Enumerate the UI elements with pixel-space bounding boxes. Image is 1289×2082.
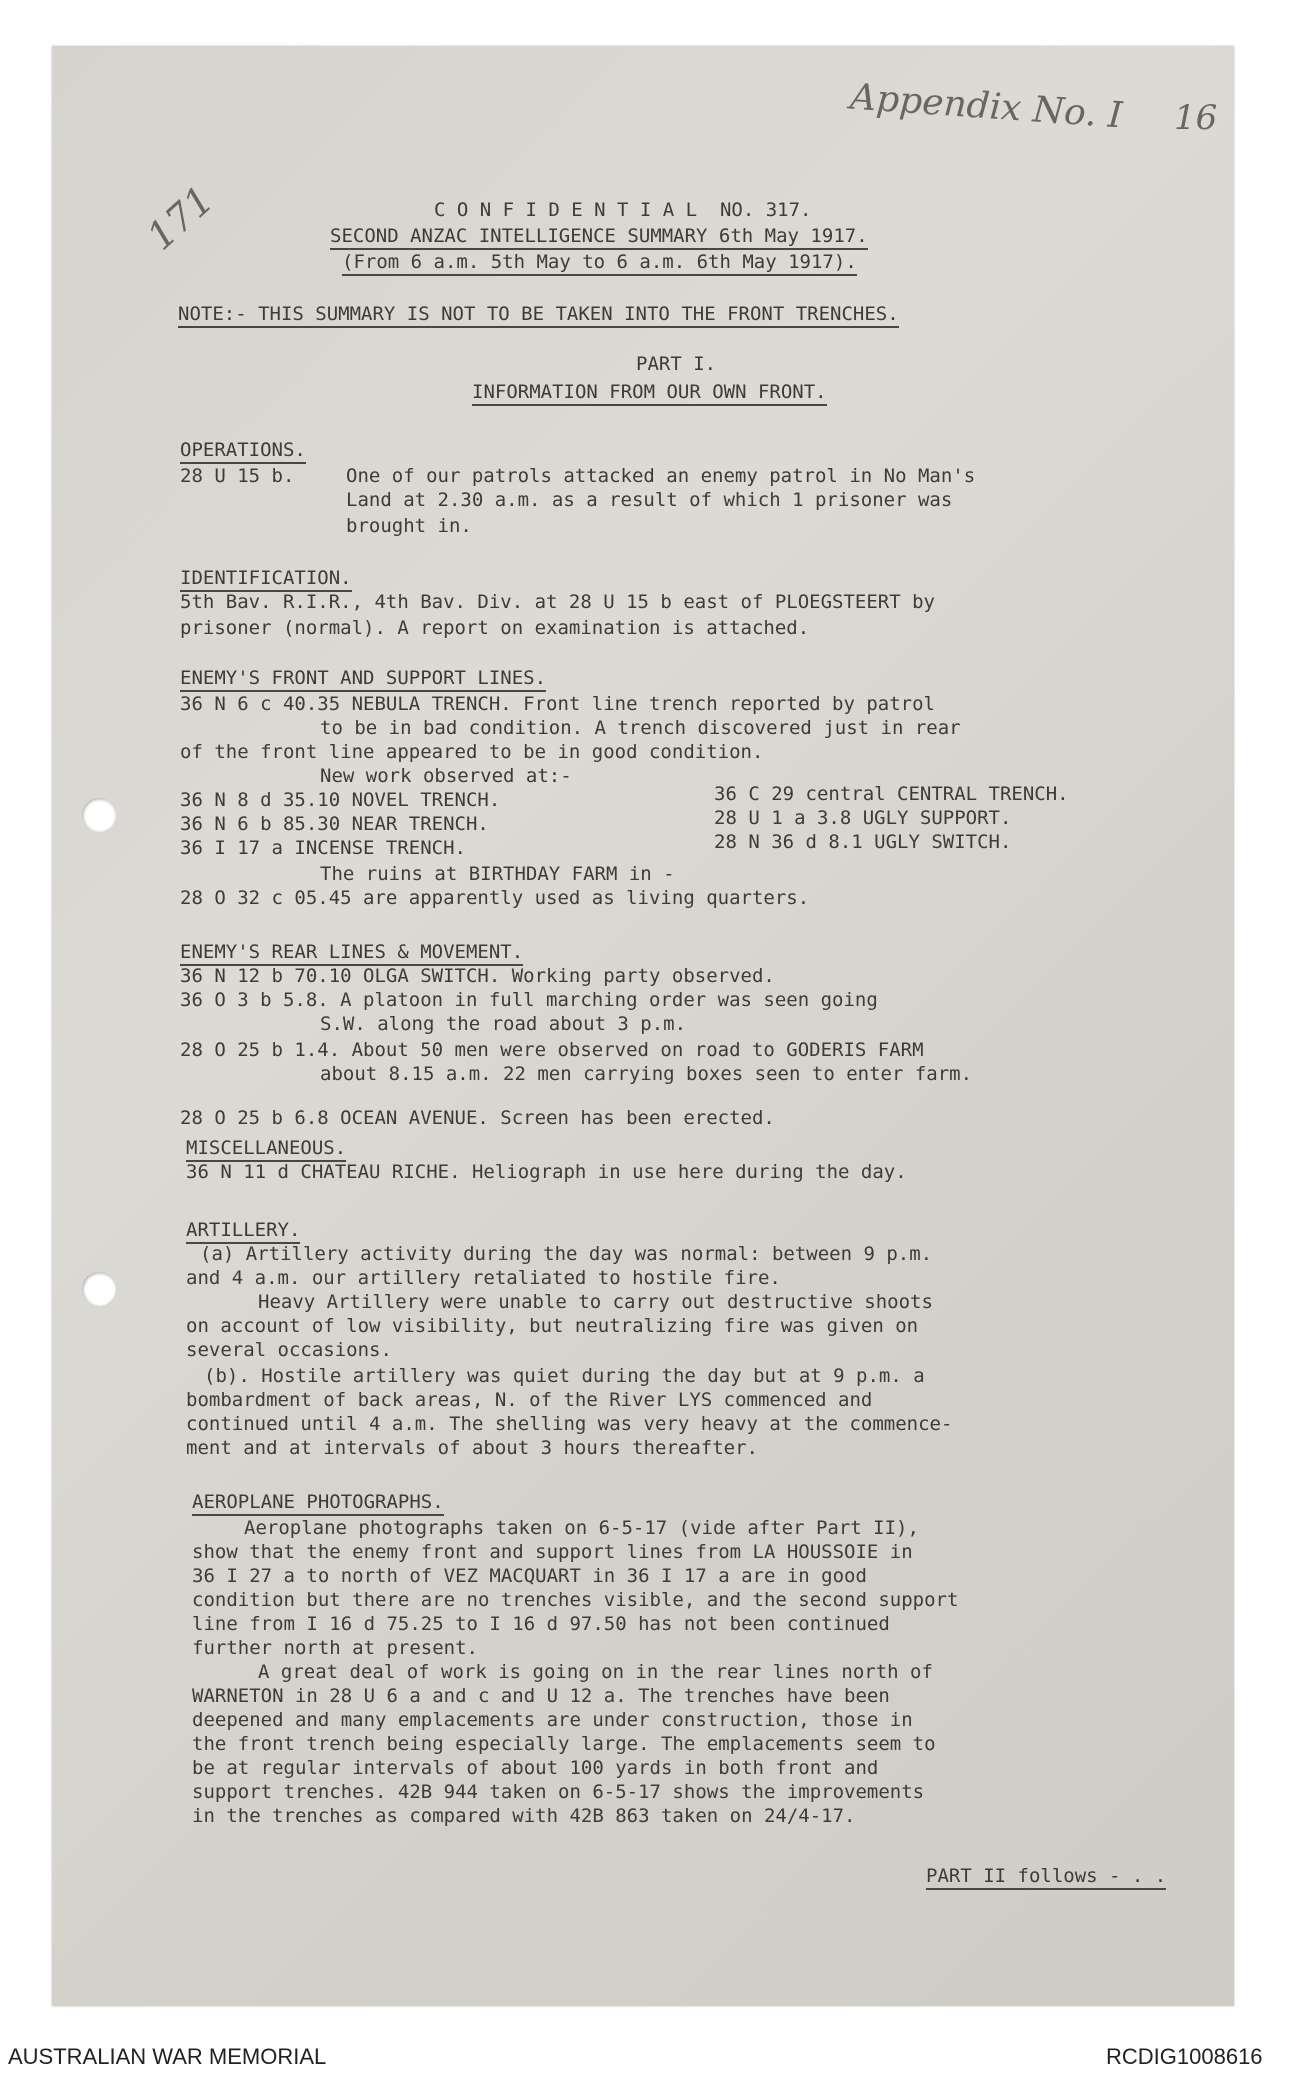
aeroplane-line: in the trenches as compared with 42B 863 taken on 24/4-17. <box>192 1805 856 1827</box>
front-lines-item: 36 N 6 b 85.30 NEAR TRENCH. <box>180 813 489 835</box>
front-lines-item: 28 N 36 d 8.1 UGLY SWITCH. <box>714 831 1012 853</box>
punch-hole <box>82 798 116 832</box>
front-lines-item: 28 U 1 a 3.8 UGLY SUPPORT. <box>714 807 1012 829</box>
identification-line: prisoner (normal). A report on examination is attached. <box>180 617 810 639</box>
operations-heading: OPERATIONS. <box>180 438 306 464</box>
front-lines-item: 36 I 17 a INCENSE TRENCH. <box>180 837 466 859</box>
header-confidential: C O N F I D E N T I A L NO. 317. <box>434 199 812 221</box>
artillery-line: and 4 a.m. our artillery retaliated to hostile fire. <box>186 1267 781 1289</box>
aeroplane-line: support trenches. 42B 944 taken on 6-5-17 shows the improvements <box>192 1781 925 1803</box>
rear-lines-line: 36 N 12 b 70.10 OLGA SWITCH. Working party observed. <box>180 965 775 987</box>
artillery-line: ment and at intervals of about 3 hours thereafter. <box>186 1437 758 1459</box>
aeroplane-line: further north at present. <box>192 1637 478 1659</box>
artillery-heading: ARTILLERY. <box>186 1218 300 1244</box>
footer-record-id: RCDIG1008616 <box>1106 2044 1263 2069</box>
front-lines-heading: ENEMY'S FRONT AND SUPPORT LINES. <box>180 666 546 692</box>
artillery-line: on account of low visibility, but neutralizing fire was given on <box>186 1315 919 1337</box>
aeroplane-line: show that the enemy front and support lines from LA HOUSSOIE in <box>192 1541 913 1563</box>
aeroplane-line: deepened and many emplacements are under construction, those in <box>192 1709 913 1731</box>
aeroplane-line: 36 I 27 a to north of VEZ MACQUART in 36 I 17 a are in good <box>192 1565 867 1587</box>
aeroplane-line: the front trench being especially large. The emplacements seem to <box>192 1733 936 1755</box>
front-lines-item: 36 C 29 central CENTRAL TRENCH. <box>714 783 1069 805</box>
aeroplane-line: line from I 16 d 75.25 to I 16 d 97.50 has not been continued <box>192 1613 890 1635</box>
front-lines-line: 36 N 6 c 40.35 NEBULA TRENCH. Front line trench reported by patrol <box>180 693 935 715</box>
header-note: NOTE:- THIS SUMMARY IS NOT TO BE TAKEN INTO THE FRONT TRENCHES. <box>178 302 899 328</box>
operations-line: brought in. <box>346 515 472 537</box>
front-lines-new-work: New work observed at:- <box>320 765 572 787</box>
part-title: INFORMATION FROM OUR OWN FRONT. <box>472 380 827 406</box>
document-page <box>52 46 1234 2006</box>
rear-lines-line: S.W. along the road about 3 p.m. <box>320 1013 687 1035</box>
continuation-note: PART II follows - . . <box>926 1864 1166 1890</box>
footer-archive-name: AUSTRALIAN WAR MEMORIAL <box>8 2044 327 2069</box>
operations-line: One of our patrols attacked an enemy patrol in No Man's <box>346 465 976 487</box>
rear-lines-line: 36 O 3 b 5.8. A platoon in full marching order was seen going <box>180 989 878 1011</box>
front-lines-ruins: The ruins at BIRTHDAY FARM in - <box>320 863 675 885</box>
aeroplane-heading: AEROPLANE PHOTOGRAPHS. <box>192 1490 444 1516</box>
handwritten-folio-number: 16 <box>1174 98 1218 138</box>
rear-lines-line: 28 O 25 b 6.8 OCEAN AVENUE. Screen has been erected. <box>180 1107 775 1129</box>
artillery-line: (a) Artillery activity during the day was normal: between 9 p.m. <box>200 1243 933 1265</box>
front-lines-ruins: 28 O 32 c 05.45 are apparently used as living quarters. <box>180 887 810 909</box>
aeroplane-line: be at regular intervals of about 100 yards in both front and <box>192 1757 879 1779</box>
identification-line: 5th Bav. R.I.R., 4th Bav. Div. at 28 U 15 b east of PLOEGSTEERT by <box>180 591 935 613</box>
part-number: PART I. <box>636 353 717 375</box>
operations-line: Land at 2.30 a.m. as a result of which 1 prisoner was <box>346 489 953 511</box>
punch-hole <box>82 1272 116 1306</box>
artillery-line: several occasions. <box>186 1339 392 1361</box>
front-lines-item: 36 N 8 d 35.10 NOVEL TRENCH. <box>180 789 501 811</box>
artillery-line: bombardment of back areas, N. of the River LYS commenced and <box>186 1389 873 1411</box>
artillery-line: Heavy Artillery were unable to carry out destructive shoots <box>258 1291 933 1313</box>
header-period: (From 6 a.m. 5th May to 6 a.m. 6th May 1917). <box>342 250 857 276</box>
aeroplane-line: Aeroplane photographs taken on 6-5-17 (vide after Part II), <box>244 1517 919 1539</box>
miscellaneous-heading: MISCELLANEOUS. <box>186 1136 346 1162</box>
operations-ref: 28 U 15 b. <box>180 465 295 487</box>
aeroplane-line: A great deal of work is going on in the rear lines north of <box>258 1661 933 1683</box>
front-lines-line: to be in bad condition. A trench discovered just in rear <box>320 717 961 739</box>
header-title: SECOND ANZAC INTELLIGENCE SUMMARY 6th May 1917. <box>330 224 868 250</box>
aeroplane-line: WARNETON in 28 U 6 a and c and U 12 a. The trenches have been <box>192 1685 890 1707</box>
rear-lines-line: about 8.15 a.m. 22 men carrying boxes seen to enter farm. <box>320 1063 973 1085</box>
aeroplane-line: condition but there are no trenches visible, and the second support <box>192 1589 959 1611</box>
front-lines-line: of the front line appeared to be in good condition. <box>180 741 764 763</box>
rear-lines-line: 28 O 25 b 1.4. About 50 men were observed on road to GODERIS FARM <box>180 1039 924 1061</box>
artillery-line: (b). Hostile artillery was quiet during the day but at 9 p.m. a <box>204 1365 925 1387</box>
artillery-line: continued until 4 a.m. The shelling was very heavy at the commence- <box>186 1413 953 1435</box>
rear-lines-heading: ENEMY'S REAR LINES & MOVEMENT. <box>180 940 523 966</box>
identification-heading: IDENTIFICATION. <box>180 566 352 592</box>
handwritten-margin-number: 171 <box>138 177 222 259</box>
handwritten-appendix: Appendix No. I <box>848 76 1124 137</box>
miscellaneous-line: 36 N 11 d CHATEAU RICHE. Heliograph in use here during the day. <box>186 1161 907 1183</box>
